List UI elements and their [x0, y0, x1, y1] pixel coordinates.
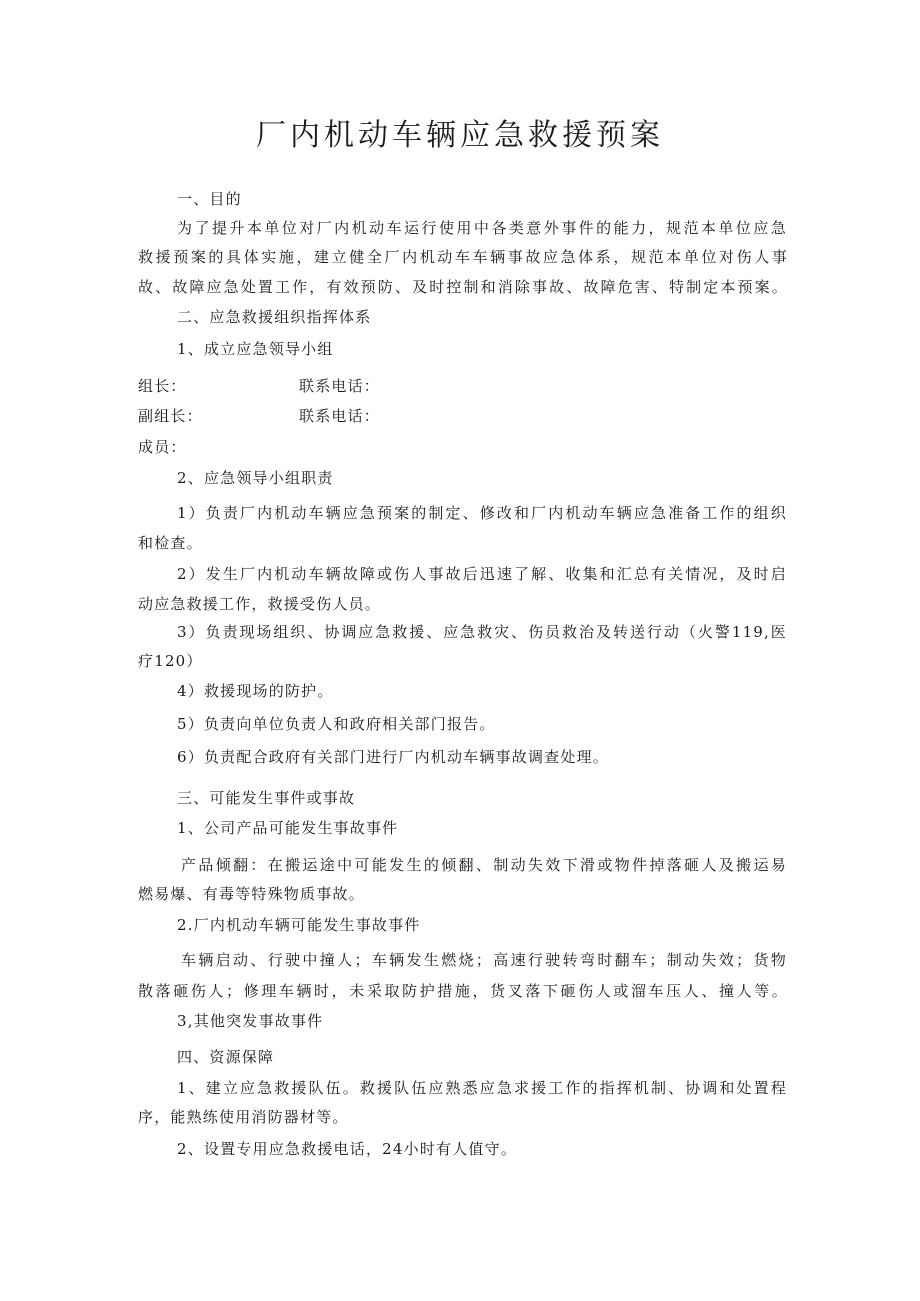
section-1-paragraph-line-2: 救援预案的具体实施，建立健全厂内机动车车辆事故应急体系，规范本单位对伤人事 [138, 248, 788, 266]
section-3-paragraph-1-line-1: 产品倾翻：在搬运途中可能发生的倾翻、制动失效下滑或物件掉落砸人及搬运易 [181, 856, 787, 874]
section-3-heading: 三、可能发生事件或事故 [177, 789, 356, 807]
section-4-heading: 四、资源保障 [177, 1048, 275, 1066]
section-3-sub-3: 3,其他突发事故事件 [177, 1012, 324, 1030]
document-title: 厂内机动车辆应急救援预案 [256, 118, 664, 153]
section-3-paragraph-2-line-2: 散落砸伤人；修理车辆时，未采取防护措施，货叉落下砸伤人或溜车压人、撞人等。 [138, 982, 788, 1000]
duty-4: 4）救援现场的防护。 [177, 682, 334, 700]
leader-phone-label: 联系电话： [299, 377, 381, 395]
duty-5: 5）负责向单位负责人和政府相关部门报告。 [177, 715, 496, 733]
duty-2-line-2: 动应急救援工作，救援受伤人员。 [138, 595, 382, 613]
members-label: 成员： [138, 438, 187, 456]
deputy-leader-label: 副组长： [138, 407, 203, 425]
section-3-sub-2: 2.厂内机动车辆可能发生事故事件 [177, 916, 421, 934]
section-3-paragraph-2-line-1: 车辆启动、行驶中撞人；车辆发生燃烧；高速行驶转弯时翻车；制动失效；货物 [181, 951, 787, 969]
section-4-paragraph-2: 2、设置专用应急救援电话，24小时有人值守。 [177, 1140, 518, 1158]
section-1-heading: 一、目的 [177, 190, 242, 208]
duty-3-line-2: 疗120） [138, 652, 203, 670]
duty-3-line-1: 3）负责现场组织、协调应急救援、应急救灾、伤员救治及转送行动（火警119,医 [177, 623, 787, 641]
duty-1-line-1: 1）负责厂内机动车辆应急预案的制定、修改和厂内机动车辆应急准备工作的组织 [177, 504, 787, 522]
duty-1-line-2: 和检查。 [138, 534, 203, 552]
section-3-sub-1: 1、公司产品可能发生事故事件 [177, 819, 399, 837]
section-4-paragraph-1-line-2: 序，能熟练使用消防器材等。 [138, 1108, 349, 1126]
section-4-paragraph-1-line-1: 1、建立应急救援队伍。救援队伍应熟悉应急求援工作的指挥机制、协调和处置程 [177, 1079, 787, 1097]
leader-label: 组长： [138, 377, 187, 395]
duty-6: 6）负责配合政府有关部门进行厂内机动车辆事故调查处理。 [177, 748, 609, 766]
section-2-sub-1: 1、成立应急领导小组 [177, 340, 334, 358]
duty-2-line-1: 2）发生厂内机动车辆故障或伤人事故后迅速了解、收集和汇总有关情况，及时启 [177, 565, 787, 583]
section-1-paragraph-line-3: 故、故障应急处置工作，有效预防、及时控制和消除事故、故障危害、特制定本预案。 [138, 278, 788, 296]
section-3-paragraph-1-line-2: 燃易爆、有毒等特殊物质事故。 [138, 885, 365, 903]
section-2-heading: 二、应急救援组织指挥体系 [177, 308, 372, 326]
deputy-phone-label: 联系电话： [299, 407, 381, 425]
section-2-sub-2: 2、应急领导小组职责 [177, 469, 334, 487]
section-1-paragraph-line-1: 为了提升本单位对厂内机动车运行使用中各类意外事件的能力，规范本单位应急 [177, 219, 787, 237]
